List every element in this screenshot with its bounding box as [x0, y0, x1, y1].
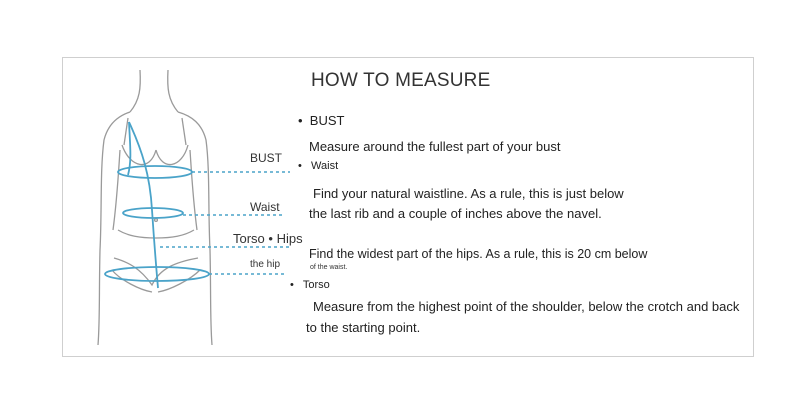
bullet-icon: •	[298, 160, 302, 172]
waist-description-line-1: Find your natural waistline. As a rule, this is just below	[313, 186, 624, 201]
section-heading-torso: • Torso	[290, 279, 330, 291]
hips-description-line-1: Find the widest part of the hips. As a rule, this is 20 cm below	[309, 247, 648, 261]
hips-description-line-2: of the waist.	[310, 264, 348, 271]
measure-lines	[105, 122, 209, 288]
bullet-icon: •	[290, 279, 294, 291]
figure-label-hip: the hip	[250, 259, 281, 270]
figure-label-waist: Waist	[250, 200, 280, 214]
section-heading-bust: • BUST	[298, 113, 345, 128]
section-heading-waist: • Waist	[298, 160, 339, 172]
torso-description-line-1: Measure from the highest point of the shoulder, below the crotch and back	[313, 299, 740, 314]
page-title: HOW TO MEASURE	[311, 70, 491, 91]
figure-label-bust: BUST	[250, 151, 283, 165]
figure-label-torso-hips: Torso • Hips	[233, 231, 303, 246]
bust-description: Measure around the fullest part of your bust	[309, 139, 561, 154]
torso-description-line-2: to the starting point.	[306, 320, 421, 335]
bullet-icon: •	[298, 113, 303, 128]
waist-description-line-2: the last rib and a couple of inches above the navel.	[309, 206, 602, 221]
